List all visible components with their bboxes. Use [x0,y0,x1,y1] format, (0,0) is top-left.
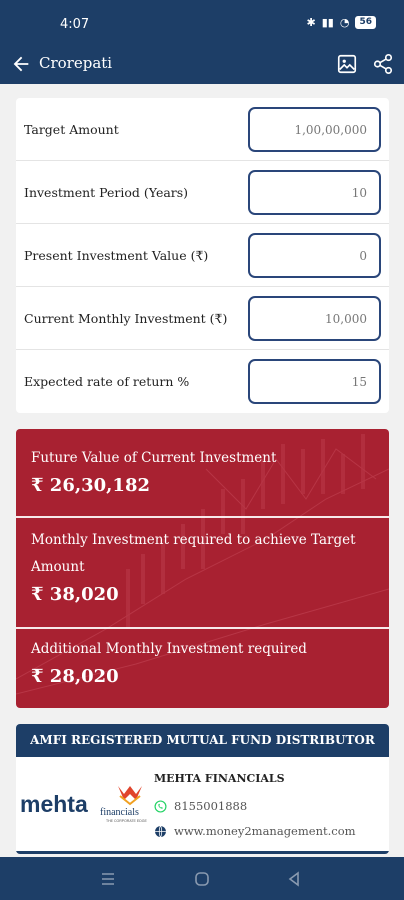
wifi-icon: ◔ [339,16,350,29]
target-amount-input[interactable] [248,107,381,152]
back-arrow-icon[interactable] [10,53,32,75]
future-value-label: Future Value of Current Investment [31,450,277,466]
status-icons [307,16,376,29]
svg-text:mehta: mehta [20,791,88,817]
app-bar [0,44,404,84]
monthly-investment-label: Current Monthly Investment (₹) [24,311,228,326]
website-link: www.money2management.com [174,824,356,838]
monthly-required-label: Monthly Investment required to achieve Target Amount [31,532,356,575]
battery-icon: 56 [355,16,376,29]
rate-of-return-label: Expected rate of return % [24,374,190,389]
monthly-required-amount: ₹ 38,020 [31,584,119,605]
gallery-icon[interactable] [336,53,358,75]
share-icon[interactable] [372,53,394,75]
additional-monthly-label: Additional Monthly Investment required [31,641,307,657]
form-row-rate-of-return [16,350,389,413]
website-contact[interactable] [154,824,356,838]
results-card [16,429,389,708]
signal-icon: ▮▮ [321,16,334,29]
system-nav-bar [0,857,404,900]
distributor-card [16,724,389,854]
form-row-present-investment [16,224,389,287]
distributor-header: AMFI REGISTERED MUTUAL FUND DISTRIBUTOR [16,724,389,757]
phone-number: 8155001888 [174,799,248,813]
present-investment-input[interactable] [248,233,381,278]
status-time: 4:07 [60,17,90,32]
investment-period-input[interactable] [248,170,381,215]
target-amount-label: Target Amount [24,122,119,137]
result-divider [16,627,389,629]
rate-of-return-input[interactable] [248,359,381,404]
whatsapp-icon [154,800,167,813]
investment-period-label: Investment Period (Years) [24,185,189,200]
company-name: MEHTA FINANCIALS [154,772,285,785]
monthly-investment-input[interactable] [248,296,381,341]
mehta-financials-logo [20,782,150,826]
page-title: Crorepati [39,54,113,72]
form-row-monthly-investment [16,287,389,350]
present-investment-label: Present Investment Value (₹) [24,248,209,263]
status-bar [0,0,404,44]
recent-apps-icon[interactable] [98,869,118,889]
back-nav-icon[interactable] [284,869,304,889]
form-row-investment-period [16,161,389,224]
phone-contact[interactable] [154,799,247,813]
bluetooth-icon: ✱ [306,16,316,29]
form-row-target-amount [16,98,389,161]
result-divider [16,516,389,518]
additional-monthly-amount: ₹ 28,020 [31,666,119,687]
future-value-amount: ₹ 26,30,182 [31,475,150,496]
svg-text:THE CORPORATE EDGE: THE CORPORATE EDGE [106,819,147,823]
globe-icon [154,825,167,838]
svg-text:financials: financials [100,807,139,818]
distributor-footer-strip [16,851,389,854]
home-icon[interactable] [192,869,212,889]
calculator-form [16,98,389,413]
